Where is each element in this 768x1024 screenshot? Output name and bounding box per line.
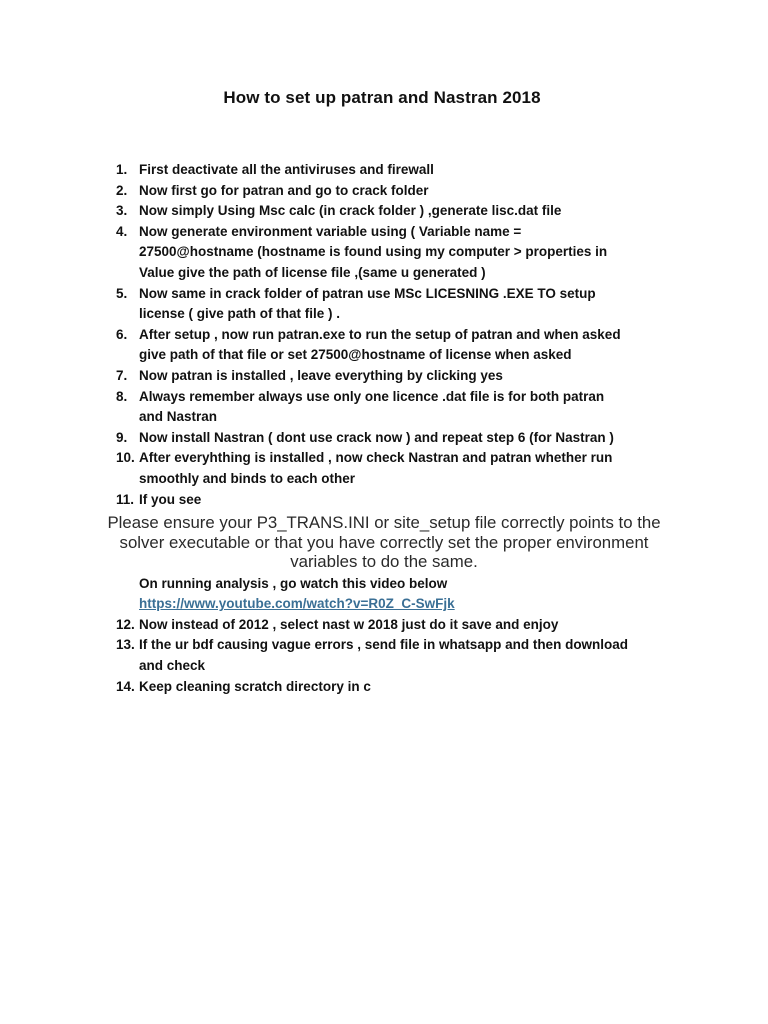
step-1 xyxy=(0,160,768,181)
step-9 xyxy=(0,428,768,449)
step-number: 8. xyxy=(116,388,128,404)
step-13 xyxy=(0,635,768,676)
step-text: Value give the path of license file ,(same u generated ) xyxy=(139,264,486,280)
step-text: give path of that file or set 27500@hostname of license when asked xyxy=(139,347,572,363)
step-number: 14. xyxy=(116,678,135,694)
step-14 xyxy=(0,677,768,698)
video-link-line xyxy=(139,594,708,615)
step-3 xyxy=(0,201,768,222)
error-message-line: solver executable or that you have correctly set the proper environment xyxy=(119,532,649,552)
step-number: 13. xyxy=(116,637,135,653)
step-2 xyxy=(0,181,768,202)
step-text: If the ur bdf causing vague errors , send file in whatsapp and then download xyxy=(139,637,629,653)
error-message-line: variables to do the same. xyxy=(290,552,478,572)
step-text: smoothly and binds to each other xyxy=(139,470,356,486)
step-number: 2. xyxy=(116,182,128,198)
step-text: Now install Nastran ( dont use crack now ) and repeat step 6 (for Nastran ) xyxy=(139,429,614,445)
page-title: How to set up patran and Nastran 2018 xyxy=(223,88,541,107)
error-message-line: Please ensure your P3_TRANS.INI or site_setup file correctly points to the xyxy=(107,513,661,533)
step-number: 6. xyxy=(116,326,128,342)
step-number: 9. xyxy=(116,429,128,445)
step-text: and Nastran xyxy=(139,409,218,425)
step-11 xyxy=(0,490,768,615)
step-text: and check xyxy=(139,657,206,673)
step-text: 27500@hostname (hostname is found using my computer > properties in xyxy=(139,244,608,260)
step-number: 12. xyxy=(116,616,135,632)
step-number: 7. xyxy=(116,367,128,383)
step-text: Now simply Using Msc calc (in crack folder ) ,generate lisc.dat file xyxy=(139,203,562,219)
step-text: If you see xyxy=(139,491,202,507)
step-12 xyxy=(0,615,768,636)
step-text: Now first go for patran and go to crack folder xyxy=(139,182,429,198)
steps-list xyxy=(0,160,768,697)
step-text: After setup , now run patran.exe to run the setup of patran and when asked xyxy=(139,326,621,342)
step-text: Always remember always use only one licence .dat file is for both patran xyxy=(139,388,605,404)
video-link[interactable]: https://www.youtube.com/watch?v=R0Z_C-SwFjk xyxy=(139,596,455,612)
step-text: Now generate environment variable using ( Variable name = xyxy=(139,223,522,239)
step-text: Keep cleaning scratch directory in c xyxy=(139,678,371,694)
step-6 xyxy=(0,325,768,366)
step-number: 3. xyxy=(116,203,128,219)
step-text: Now patran is installed , leave everything by clicking yes xyxy=(139,367,503,383)
step-text: Now same in crack folder of patran use MSc LICESNING .EXE TO setup xyxy=(139,285,596,301)
step-number: 11. xyxy=(116,491,135,507)
step-10 xyxy=(0,448,768,489)
step-4 xyxy=(0,222,768,284)
step-8 xyxy=(0,387,768,428)
step-number: 1. xyxy=(116,162,128,177)
step-text: license ( give path of that file ) . xyxy=(139,306,341,322)
step-5 xyxy=(0,284,768,325)
step-number: 4. xyxy=(116,223,128,239)
step-text: First deactivate all the antiviruses and firewall xyxy=(139,162,434,177)
error-message-screenshot xyxy=(48,510,720,574)
step-number: 5. xyxy=(116,285,128,301)
step-7 xyxy=(0,366,768,387)
step-text: Now instead of 2012 , select nast w 2018 just do it save and enjoy xyxy=(139,616,559,632)
step-text: After everyhthing is installed , now check Nastran and patran whether run xyxy=(139,450,613,466)
step-number: 10. xyxy=(116,450,135,466)
step-text: On running analysis , go watch this video below xyxy=(139,575,448,591)
